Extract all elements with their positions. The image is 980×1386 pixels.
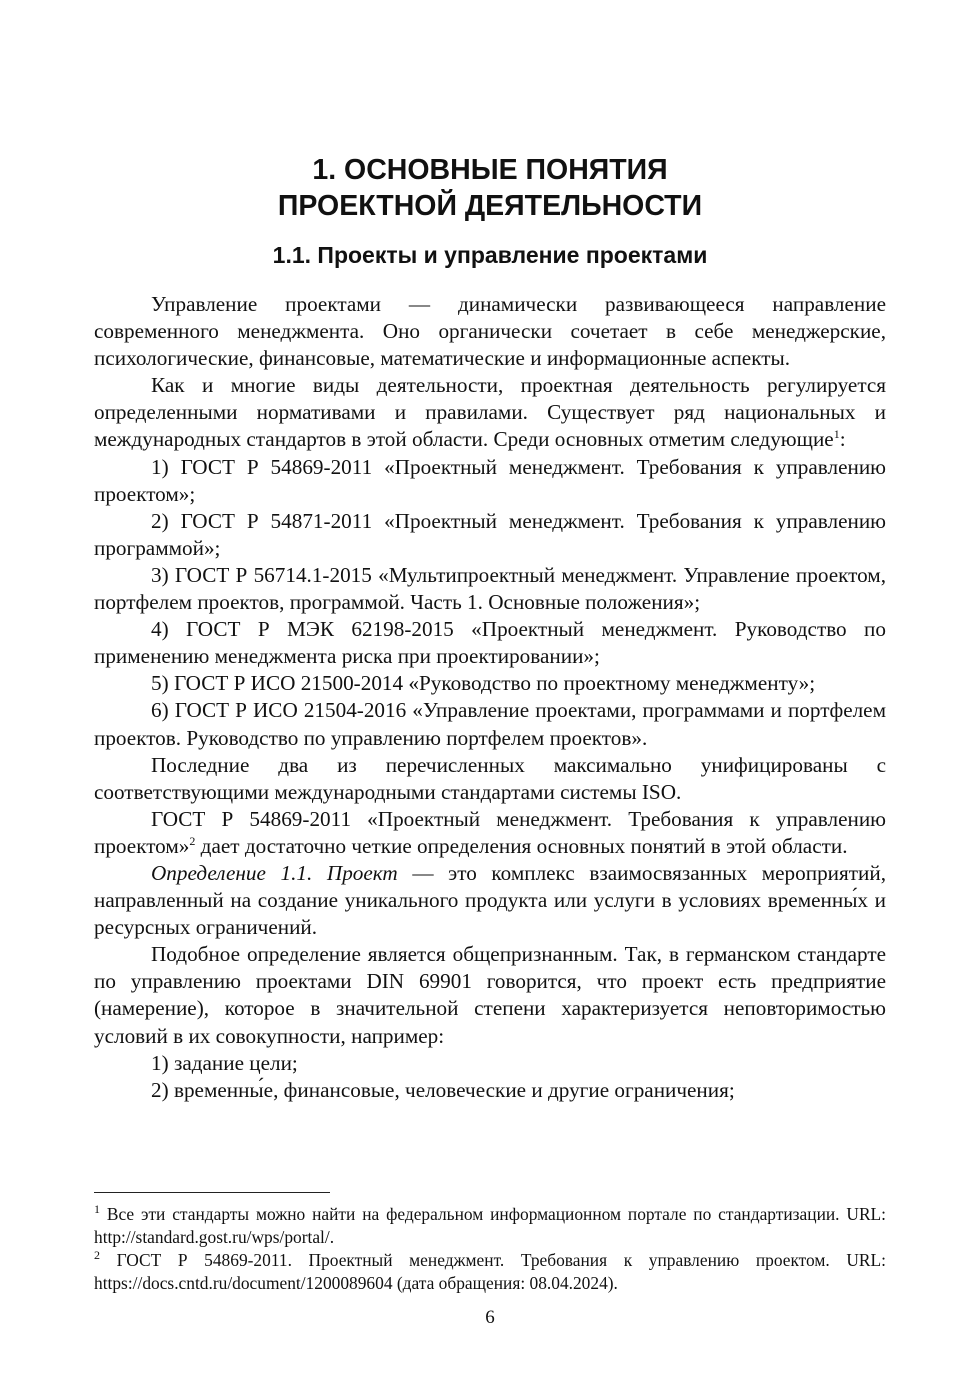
body-text xyxy=(94,291,886,1104)
list-item: 5) ГОСТ Р ИСО 21500-2014 «Руководство по проектному менеджменту»; xyxy=(151,671,816,696)
footnote-2 xyxy=(94,1249,886,1295)
footnote-ref[interactable]: 2 xyxy=(189,833,196,848)
chapter-title xyxy=(0,152,980,224)
definition-label: Определение 1.1. Проект xyxy=(151,860,398,885)
footnote-divider xyxy=(94,1192,330,1193)
chapter-title-line-1: 1. ОСНОВНЫЕ ПОНЯТИЯ xyxy=(312,154,668,186)
definition-text: — это комплекс взаимосвязанных мероприятий, направленный на создание уникального продукта или услуги в условиях временны́х и ресурсных ограничений. xyxy=(94,860,886,940)
footnote-text: Все эти стандарты можно найти на федеральном информационном портале по стандартизации. URL: http://standard.gost.ru/wps/portal/. xyxy=(94,1204,886,1247)
list-item: 2) временны́е, финансовые, человеческие и другие ограничения; xyxy=(151,1077,735,1102)
paragraph: Управление проектами — динамически развивающееся направление современного менеджмента. Оно органически сочетает в себе менеджерские, психологические, финансовые, математические и информационные аспекты. xyxy=(94,292,886,371)
paragraph: Подобное определение является общепризнанным. Так, в германском стандарте по управлению проектами DIN 69901 говорится, что проект есть предприятие (намерение), которое в значительной степени характеризуется неповторимостью условий в их совокупности, например: xyxy=(94,942,886,1048)
paragraph-text: Как и многие виды деятельности, проектная деятельность регулируется определенными нормативами и правилами. Существует ряд национальных и международных стандартов в этой области. Среди основных отметим следующие xyxy=(94,373,886,452)
definition xyxy=(94,860,886,941)
footnote-mark: 2 xyxy=(94,1248,100,1263)
list-item: 6) ГОСТ Р ИСО 21504-2016 «Управление проектами, программами и портфелем проектов. Руководство по управлению портфелем проектов». xyxy=(94,698,886,750)
footnote-mark: 1 xyxy=(94,1202,100,1217)
list-item: 1) задание цели; xyxy=(151,1050,298,1075)
footnote-1 xyxy=(94,1203,886,1249)
section-title: 1.1. Проекты и управление проектами xyxy=(272,242,708,268)
paragraph-text: : xyxy=(839,427,846,452)
list-item: 3) ГОСТ Р 56714.1-2015 «Мультипроектный менеджмент. Управление проектом, портфелем проектов, программой. Часть 1. Основные положения»; xyxy=(94,562,886,615)
paragraph-text: дает достаточно четкие определения основных понятий в этой области. xyxy=(195,833,848,858)
paragraph xyxy=(94,806,886,860)
chapter-title-line-2: ПРОЕКТНОЙ ДЕЯТЕЛЬНОСТИ xyxy=(277,190,703,222)
list-item: 1) ГОСТ Р 54869-2011 «Проектный менеджмент. Требования к управлению проектом»; xyxy=(94,454,886,506)
page-number: 6 xyxy=(485,1307,495,1328)
paragraph: Последние два из перечисленных максимально унифицированы с соответствующими международными стандартами системы ISO. xyxy=(94,752,886,804)
paragraph-text: ГОСТ Р 54869-2011 «Проектный менеджмент. Требования к управлению проектом» xyxy=(94,806,886,858)
list-item: 2) ГОСТ Р 54871-2011 «Проектный менеджмент. Требования к управлению программой»; xyxy=(94,508,886,560)
paragraph xyxy=(94,372,886,453)
footnote-ref[interactable]: 1 xyxy=(833,427,840,442)
list-item: 4) ГОСТ Р МЭК 62198-2015 «Проектный менеджмент. Руководство по применению менеджмента риска при проектировании»; xyxy=(94,617,886,669)
footnotes xyxy=(94,1203,886,1295)
footnote-text: ГОСТ Р 54869-2011. Проектный менеджмент. Требования к управлению проектом. URL: https://docs.cntd.ru/document/1200089604 (дата обращения: 08.04.2024). xyxy=(94,1250,886,1293)
